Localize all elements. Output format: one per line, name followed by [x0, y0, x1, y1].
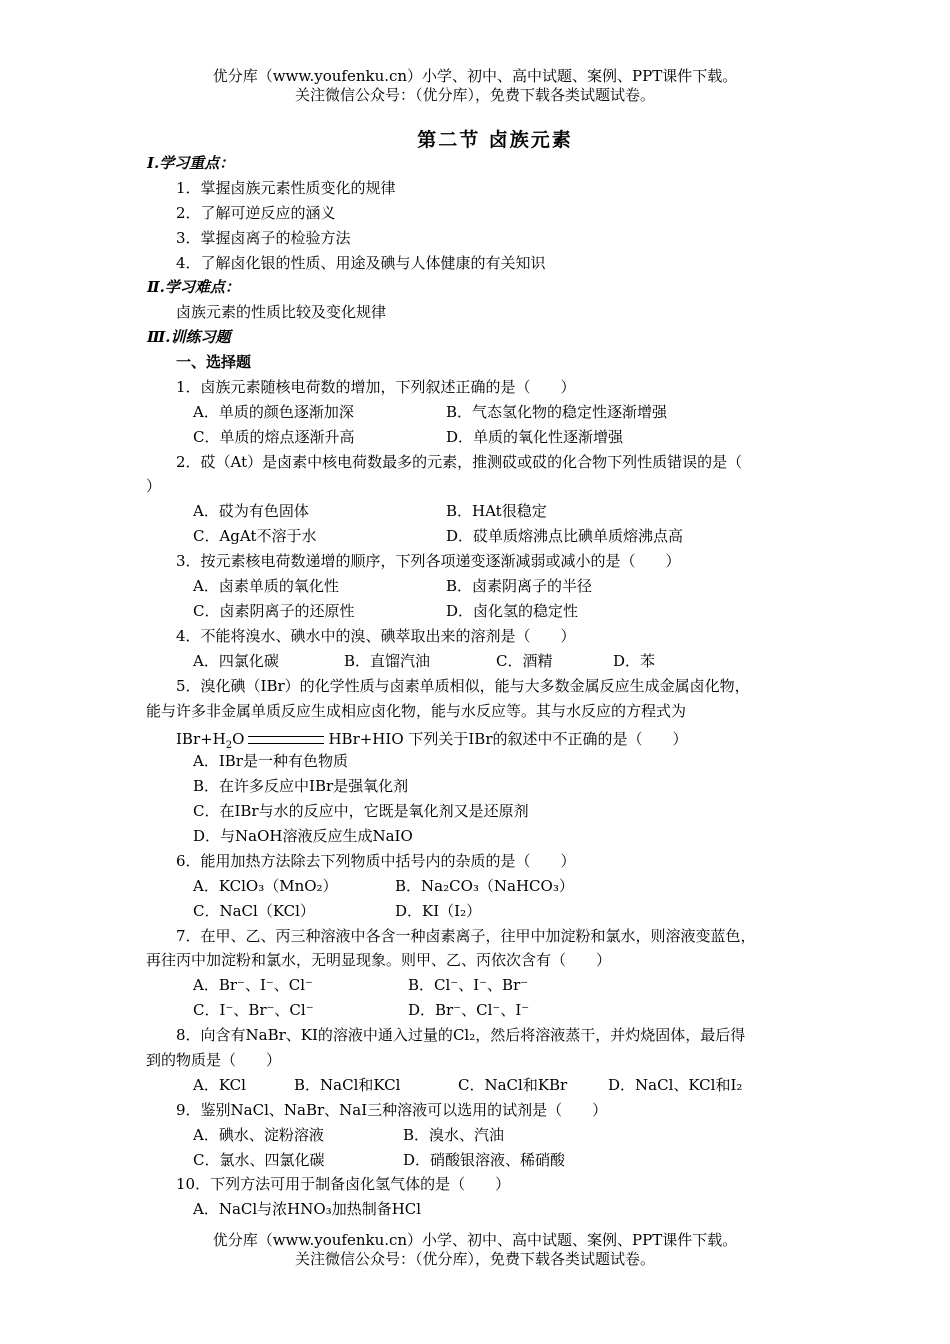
q2-option-d: D．砹单质熔沸点比碘单质熔沸点高: [446, 527, 684, 545]
q6-option-a: A．KClO₃（MnO₂）: [193, 877, 338, 895]
q5-option-d: D．与NaOH溶液反应生成NaIO: [193, 827, 413, 845]
section3-subheading: 一、选择题: [176, 353, 252, 371]
q1-option-c: C．单质的熔点逐渐升高: [193, 428, 355, 446]
q1-option-a: A．单质的颜色逐渐加深: [193, 403, 354, 421]
q6-option-b: B．Na₂CO₃（NaHCO₃）: [395, 877, 574, 895]
question-10-stem: 10．下列方法可用于制备卤化氢气体的是（ ）: [176, 1175, 511, 1193]
section3-heading: Ⅲ.训练习题: [147, 328, 231, 346]
q3-option-d: D．卤化氢的稳定性: [446, 602, 579, 620]
q7-option-c: C．I⁻、Br⁻、Cl⁻: [193, 1001, 314, 1019]
q9-option-c: C．氯水、四氯化碳: [193, 1151, 325, 1169]
q4-option-b: B．直馏汽油: [344, 652, 431, 670]
question-2-stem-cont: ）: [146, 477, 162, 495]
q4-option-d: D．苯: [613, 652, 656, 670]
equals-sign-icon: [248, 736, 324, 744]
question-6-stem: 6．能用加热方法除去下列物质中括号内的杂质的是（ ）: [176, 852, 576, 870]
q3-option-c: C．卤素阴离子的还原性: [193, 602, 355, 620]
q8-option-d: D．NaCl、KCl和I₂: [608, 1076, 743, 1094]
section2-text: 卤族元素的性质比较及变化规律: [176, 303, 387, 321]
q1-option-b: B．气态氢化物的稳定性逐渐增强: [446, 403, 668, 421]
q7-option-d: D．Br⁻、Cl⁻、I⁻: [408, 1001, 530, 1019]
question-8-stem-cont: 到的物质是（ ）: [146, 1051, 282, 1069]
section1-item: 3．掌握卤离子的检验方法: [176, 229, 351, 247]
question-7-stem-cont: 再往丙中加淀粉和氯水，无明显现象。则甲、乙、丙依次含有（ ）: [146, 951, 612, 969]
q4-option-c: C．酒精: [496, 652, 553, 670]
section1-heading: Ⅰ.学习重点：: [147, 154, 235, 172]
question-5-stem-cont: 能与许多非金属单质反应生成相应卤化物，能与水反应等。其与水反应的方程式为: [146, 702, 687, 720]
q6-option-c: C．NaCl（KCl）: [193, 902, 315, 920]
question-5-equation: $IBr+H_2O$ HBr+HIO 下列关于IBr的叙述中不正确的是（ ）: [176, 730, 688, 751]
page-title: 第二节 卤族元素: [417, 129, 573, 151]
page-footer-line1: 优分库（www.youfenku.cn）小学、初中、高中试题、案例、PPT课件下载。: [212, 1231, 738, 1249]
q3-option-a: A．卤素单质的氧化性: [193, 577, 339, 595]
page-header-line1: 优分库（www.youfenku.cn）小学、初中、高中试题、案例、PPT课件下载。: [212, 67, 738, 85]
q4-option-a: A．四氯化碳: [193, 652, 279, 670]
section1-item: 2．了解可逆反应的涵义: [176, 204, 336, 222]
question-3-stem: 3．按元素核电荷数递增的顺序，下列各项递变逐渐减弱或减小的是（ ）: [176, 552, 681, 570]
section2-heading: Ⅱ.学习难点：: [147, 278, 240, 296]
q9-option-b: B．溴水、汽油: [403, 1126, 505, 1144]
page-header-line2: 关注微信公众号：（优分库），免费下载各类试题试卷。: [294, 86, 655, 104]
q8-option-c: C．NaCl和KBr: [458, 1076, 568, 1094]
q8-option-b: B．NaCl和KCl: [294, 1076, 401, 1094]
question-7-stem: 7．在甲、乙、丙三种溶液中各含一种卤素离子，往甲中加淀粉和氯水，则溶液变蓝色，: [176, 927, 756, 945]
question-4-stem: 4．不能将溴水、碘水中的溴、碘萃取出来的溶剂是（ ）: [176, 627, 576, 645]
q2-option-b: B．HAt很稳定: [446, 502, 547, 520]
q2-option-c: C．AgAt不溶于水: [193, 527, 317, 545]
q5-option-a: A．IBr是一种有色物质: [193, 752, 348, 770]
question-2-stem: 2．砹（At）是卤素中核电荷数最多的元素，推测砹或砹的化合物下列性质错误的是（: [176, 453, 743, 471]
q7-option-a: A．Br⁻、I⁻、Cl⁻: [193, 976, 313, 994]
q6-option-d: D．KI（I₂）: [395, 902, 482, 920]
equation-right: HBr+HIO 下列关于IBr的叙述中不正确的是（ ）: [328, 730, 688, 748]
question-5-stem: 5．溴化碘（IBr）的化学性质与卤素单质相似，能与大多数金属反应生成金属卤化物，: [176, 677, 750, 695]
section1-item: 4．了解卤化银的性质、用途及碘与人体健康的有关知识: [176, 254, 546, 272]
page-footer-line2: 关注微信公众号：（优分库），免费下载各类试题试卷。: [294, 1250, 655, 1268]
q1-option-d: D．单质的氧化性逐渐增强: [446, 428, 624, 446]
q5-option-b: B．在许多反应中IBr是强氧化剂: [193, 777, 409, 795]
question-9-stem: 9．鉴别NaCl、NaBr、NaI三种溶液可以选用的试剂是（ ）: [176, 1101, 608, 1119]
q8-option-a: A．KCl: [193, 1076, 246, 1094]
q2-option-a: A．砹为有色固体: [193, 502, 309, 520]
section1-item: 1．掌握卤族元素性质变化的规律: [176, 179, 396, 197]
equation-left-o: O: [232, 730, 245, 748]
q10-option-a: A．NaCl与浓HNO₃加热制备HCl: [193, 1200, 422, 1218]
q5-option-c: C．在IBr与水的反应中，它既是氧化剂又是还原剂: [193, 802, 529, 820]
q9-option-a: A．碘水、淀粉溶液: [193, 1126, 324, 1144]
question-8-stem: 8．向含有NaBr、KI的溶液中通入过量的Cl₂，然后将溶液蒸干，并灼烧固体，最后得: [176, 1026, 746, 1044]
question-1-stem: 1．卤族元素随核电荷数的增加，下列叙述正确的是（ ）: [176, 378, 576, 396]
q7-option-b: B．Cl⁻、I⁻、Br⁻: [408, 976, 529, 994]
q9-option-d: D．硝酸银溶液、稀硝酸: [403, 1151, 566, 1169]
equation-left: IBr+H: [176, 730, 226, 748]
q3-option-b: B．卤素阴离子的半径: [446, 577, 593, 595]
